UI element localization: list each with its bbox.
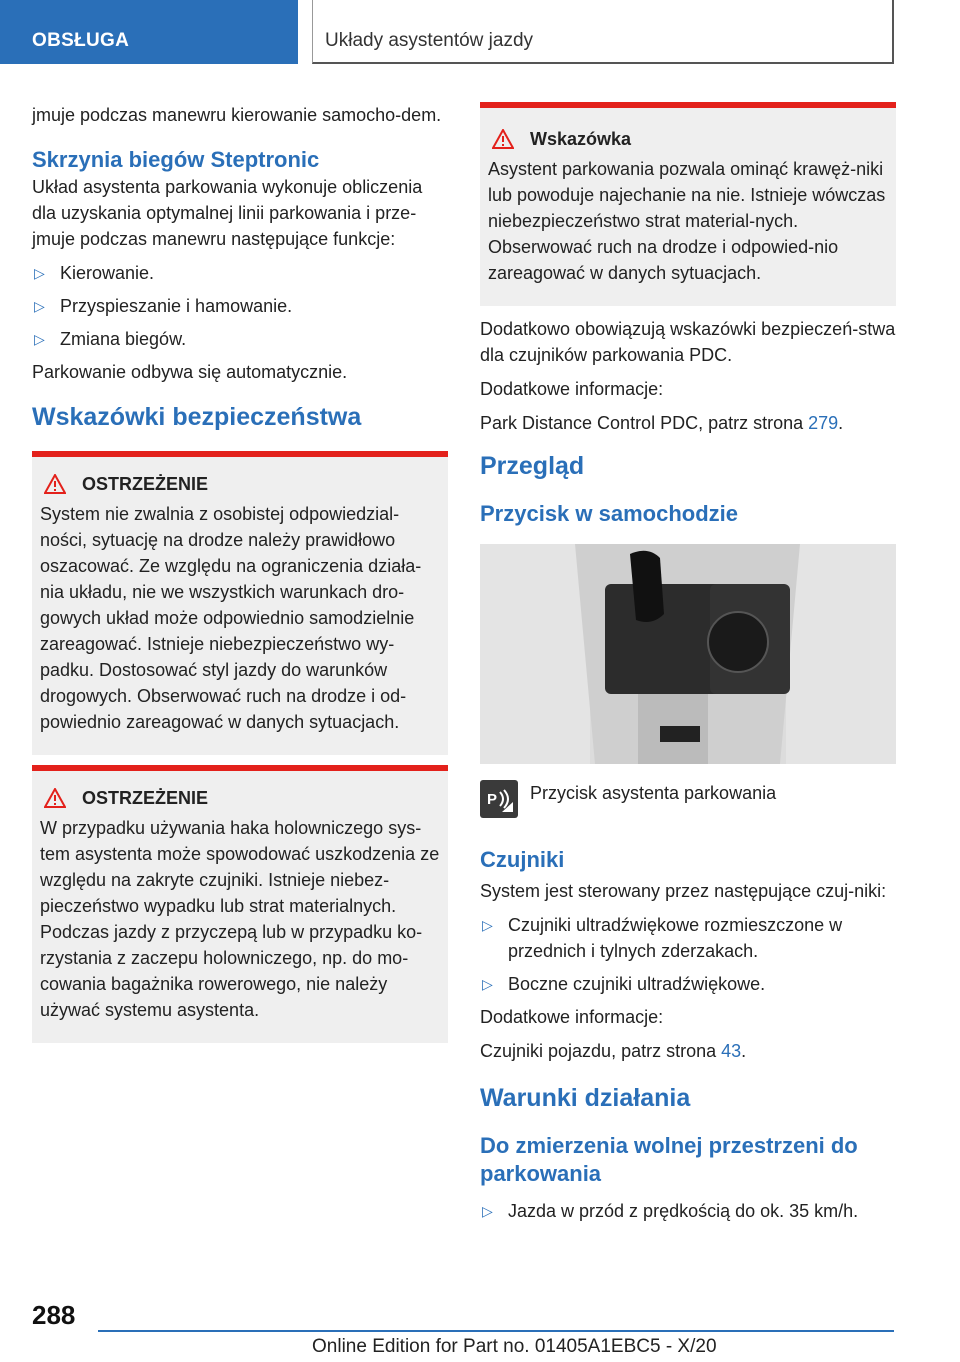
button-legend: Przycisk asystenta parkowania xyxy=(530,783,777,803)
sensors-paragraph: System jest sterowany przez następujące czuj-niki: xyxy=(480,881,887,901)
center-console-image xyxy=(480,544,896,764)
warning-triangle-icon xyxy=(492,129,514,149)
functions-list xyxy=(32,260,448,352)
list-item: ▷ Czujniki ultradźwiękowe rozmieszczone w przednich i tylnych zderzakach. xyxy=(480,912,896,964)
warning-triangle-icon xyxy=(44,474,66,494)
more-info-label: Dodatkowe informacje: xyxy=(480,379,664,399)
note-text: Asystent parkowania pozwala ominąć krawęż-niki lub powoduje najechanie na nie. Istnieje wówczas niebezpieczeństwo strat material-nych. Obserwować ruch na drodze i odpowied-nio zareagować w danych sytuacjach. xyxy=(488,159,886,283)
gear-selector-photo xyxy=(480,544,896,764)
warning-text: W przypadku używania haka holowniczego sys-tem asystenta może spowodować uszkodzenia ze względu na zakryte czujniki. Istnieje niebez-pieczeństwo wypadku lub strat materialnych. Podczas jazdy z przyczepą lub w przypadku ko-rzystania z zaczepu holowniczego, np. do mo-cowania bagażnika rowerowego, nie należy używać systemu asystenta. xyxy=(40,818,440,1020)
list-item: ▷ Kierowanie. xyxy=(32,260,448,286)
warning-title: OSTRZEŻENIE xyxy=(82,474,209,494)
button-heading: Przycisk w samochodzie xyxy=(480,501,738,526)
section-label: OBSŁUGA xyxy=(32,30,130,51)
svg-text:P: P xyxy=(487,791,498,808)
triangle-bullet-icon: ▷ xyxy=(34,298,45,314)
right-column xyxy=(480,102,896,1231)
chapter-header xyxy=(312,0,894,64)
section-tab xyxy=(0,0,298,64)
measure-list xyxy=(480,1198,896,1224)
triangle-bullet-icon: ▷ xyxy=(34,331,45,347)
edition-footer: Online Edition for Part no. 01405A1EBC5 - X/20 xyxy=(312,1336,717,1357)
warning-triangle-icon xyxy=(44,788,66,808)
warning-title: OSTRZEŻENIE xyxy=(82,788,209,808)
page-number: 288 xyxy=(32,1300,76,1330)
page-link[interactable]: 43 xyxy=(721,1041,742,1061)
steptronic-heading: Skrzynia biegów Steptronic xyxy=(32,147,320,172)
conditions-heading: Warunki działania xyxy=(480,1084,691,1112)
chapter-title: Układy asystentów jazdy xyxy=(325,30,534,51)
overview-heading: Przegląd xyxy=(480,452,585,480)
list-item: ▷ Przyspieszanie i hamowanie. xyxy=(32,293,448,319)
footer-rule xyxy=(98,1330,894,1332)
left-column xyxy=(32,102,448,1043)
sensors-list xyxy=(480,912,896,997)
warning-box xyxy=(32,765,448,1043)
sensors-heading: Czujniki xyxy=(480,847,565,872)
page-link[interactable]: 279 xyxy=(808,413,839,433)
pdc-paragraph: Dodatkowo obowiązują wskazówki bezpieczeń-stwa dla czujników parkowania PDC. xyxy=(480,319,896,365)
park-assist-button-icon xyxy=(480,780,518,818)
triangle-bullet-icon: ▷ xyxy=(34,265,45,281)
auto-paragraph: Parkowanie odbywa się automatycznie. xyxy=(32,362,348,382)
list-item: ▷ Zmiana biegów. xyxy=(32,326,448,352)
sensors-reference: Czujniki pojazdu, patrz strona 43. xyxy=(480,1041,747,1061)
note-title: Wskazówka xyxy=(530,129,632,149)
triangle-bullet-icon: ▷ xyxy=(482,1203,493,1219)
intro-paragraph: jmuje podczas manewru kierowanie samocho-dem. xyxy=(32,105,442,125)
note-box xyxy=(480,102,896,306)
warning-text: System nie zwalnia z osobistej odpowiedzial-ności, sytuację na drodze należy prawidłowo oszacować. Ze względu na ograniczenia działa-nia układu, nie we wszystkich warunkach dro-gowych układ może odpowiednio samodzielnie zareagować. Istnieje niebezpieczeństwo wy-padku. Dostosować styl jazdy do warunków drogowych. Obserwować ruch na drodze i od-powiednio zareagować w danych sytuacjach. xyxy=(40,504,422,732)
list-item: ▷ Jazda w przód z prędkością do ok. 35 km/h. xyxy=(480,1198,896,1224)
steptronic-paragraph: Układ asystenta parkowania wykonuje obliczenia dla uzyskania optymalnej linii parkowania i prze-jmuje podczas manewru następujące funkcje: xyxy=(32,177,423,249)
warning-box xyxy=(32,451,448,755)
list-item: ▷ Boczne czujniki ultradźwiękowe. xyxy=(480,971,896,997)
pdc-reference: Park Distance Control PDC, patrz strona 279. xyxy=(480,413,844,433)
safety-heading: Wskazówki bezpieczeństwa xyxy=(32,403,362,431)
triangle-bullet-icon: ▷ xyxy=(482,976,493,992)
more-info-label: Dodatkowe informacje: xyxy=(480,1007,664,1027)
triangle-bullet-icon: ▷ xyxy=(482,917,493,933)
measure-heading: Do zmierzenia wolnej przestrzeni do parkowania xyxy=(480,1133,858,1186)
